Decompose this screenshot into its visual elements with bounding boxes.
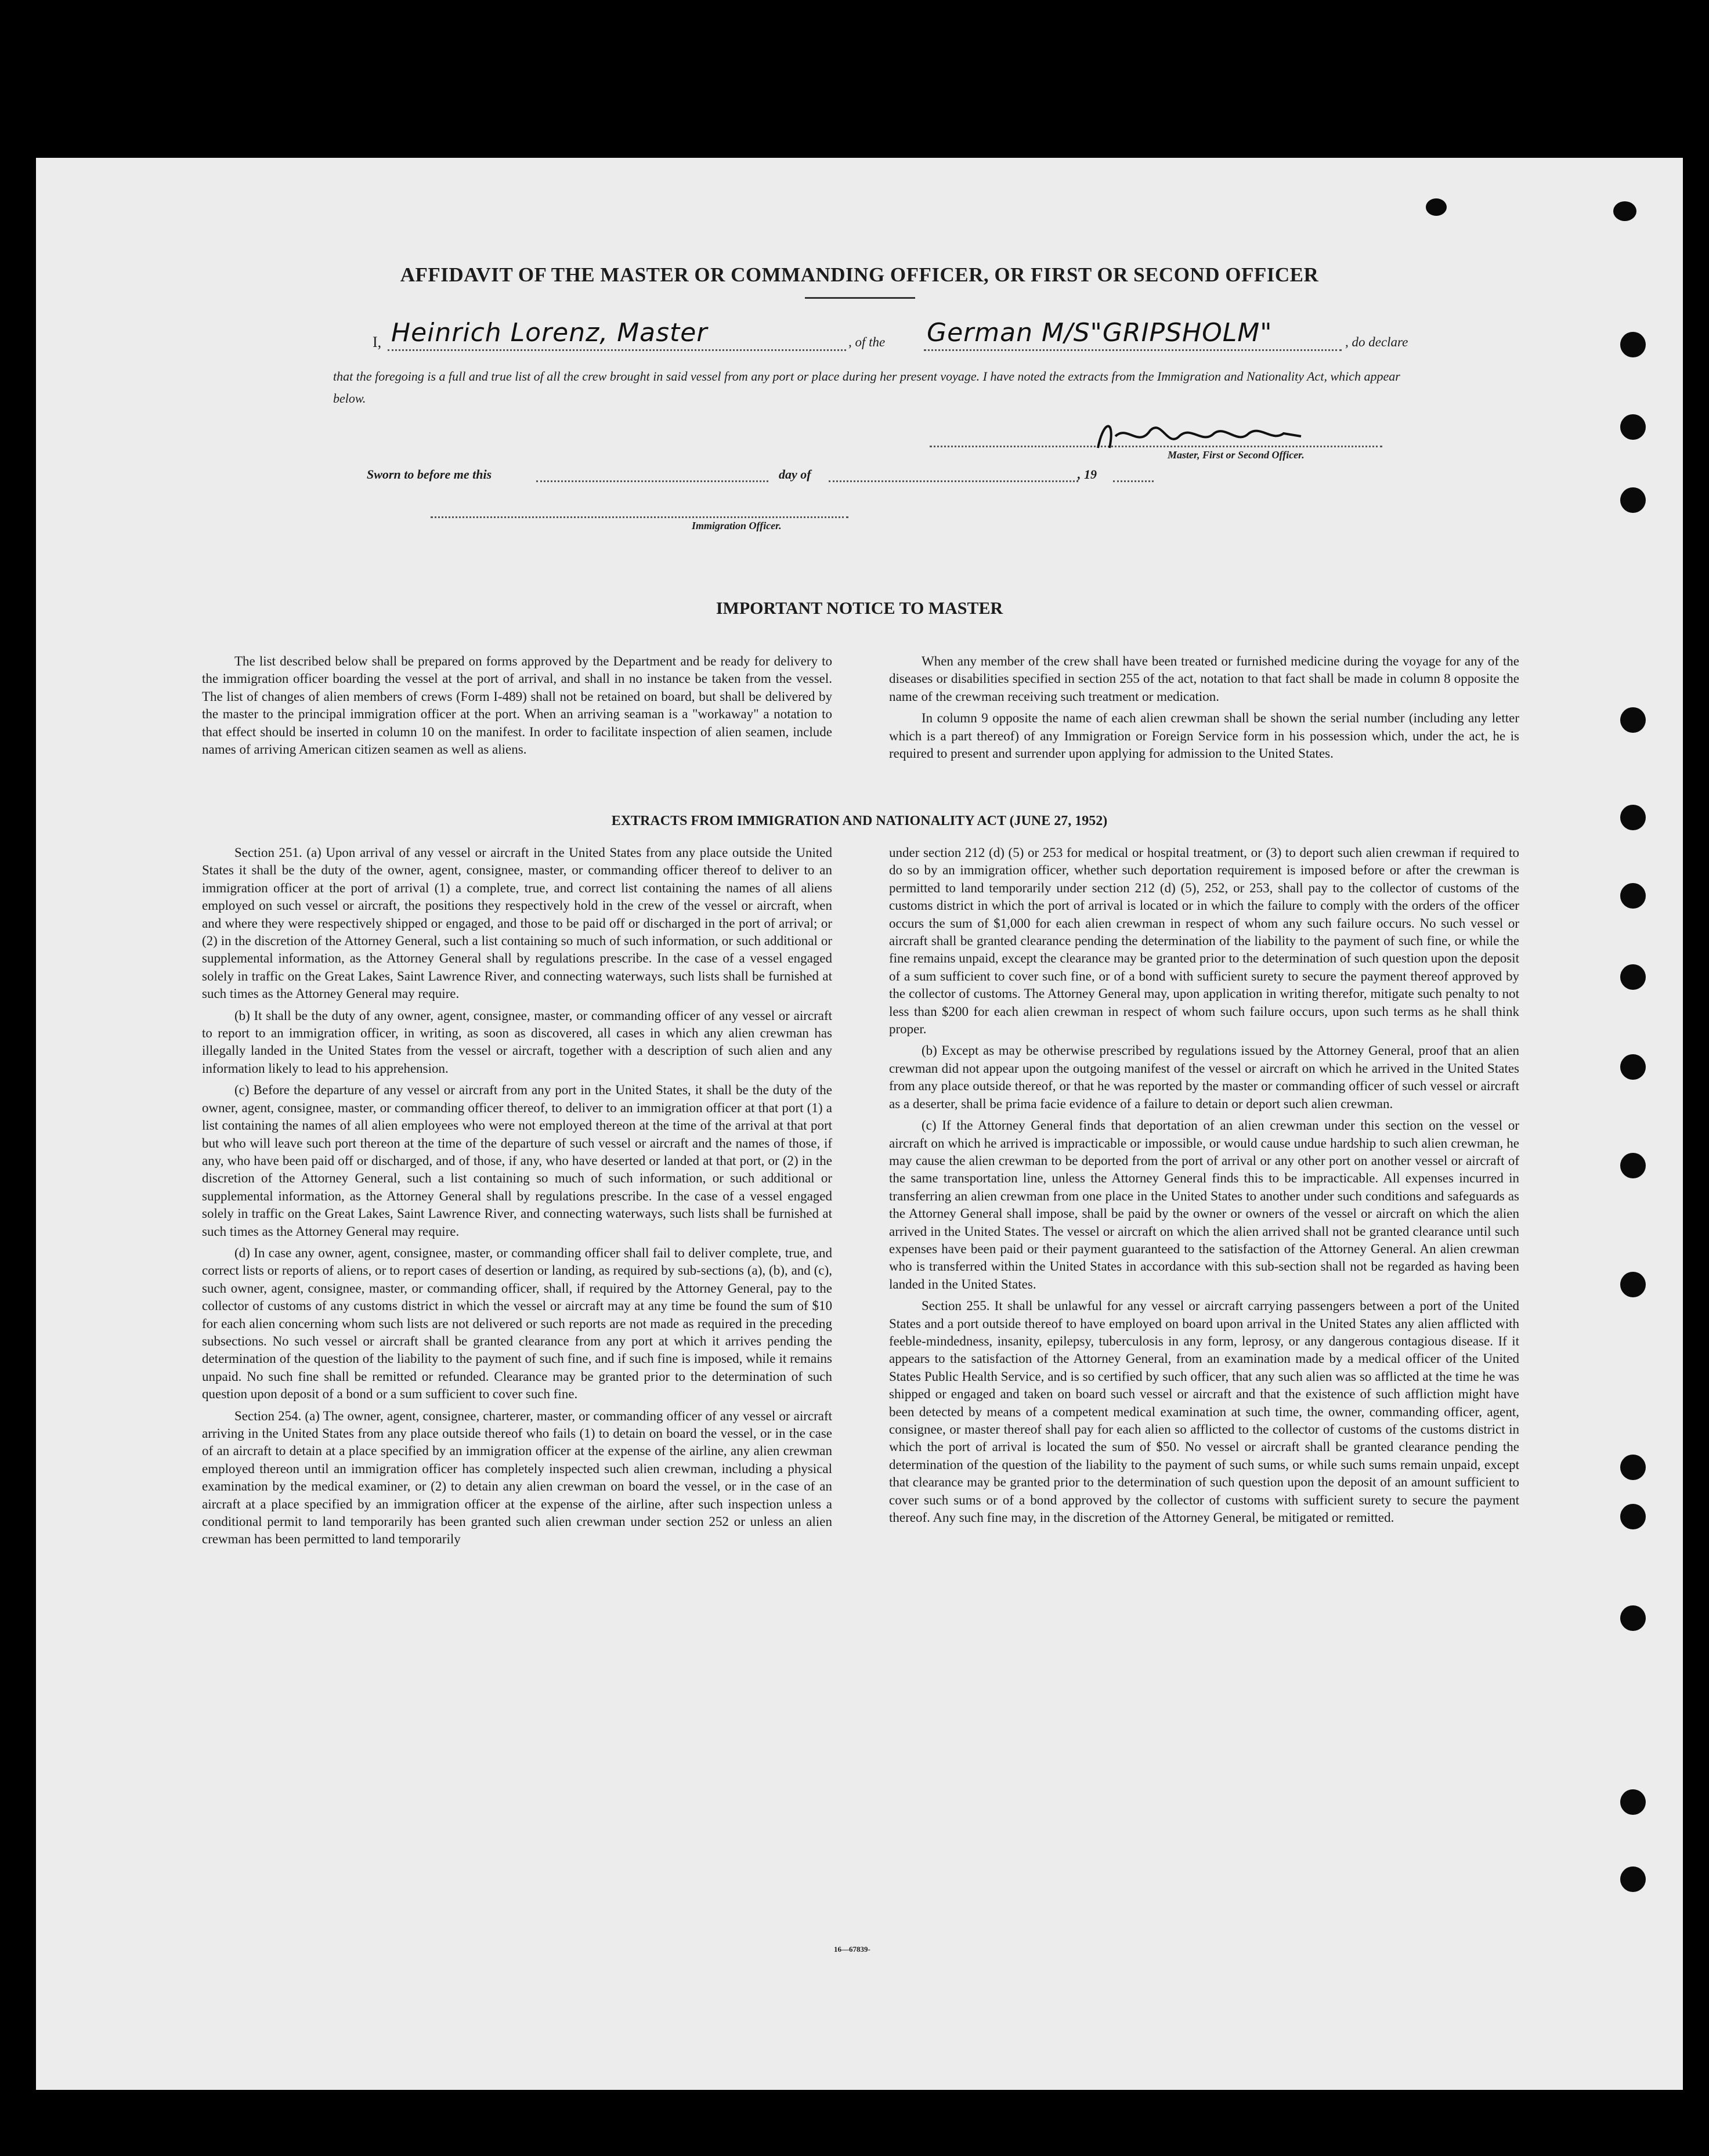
punch-hole — [1620, 1153, 1646, 1178]
punch-hole — [1620, 1455, 1646, 1480]
section-251-b: (b) It shall be the duty of any owner, agent, consignee, master, or commanding officer of any vessel or aircraft to report to an immigration officer, in writing, as soon as discovered, all cases in which any alien crewman has illegally landed in the United States from the vessel or aircraft, together with a description of such alien and any information likely to lead to his apprehension. — [202, 1008, 832, 1076]
form-code: 16—67839- — [834, 1945, 870, 1954]
reverse-side-show-through — [1440, 226, 1614, 249]
punch-hole — [1620, 1605, 1646, 1631]
section-255: Section 255. It shall be unlawful for any vessel or aircraft carrying passengers between a port of the United States and a port outside thereof to have employed on board upon arrival in the United States any alien afflicted with feeble-mindedness, insanity, epilepsy, tuberculosis in any form, leprosy, or any dangerous contagious disease. If it appears to the satisfaction of the Attorney General, from an examination made by a medical officer of the United States Public Health Service, and is so certified by such officer, that any such alien was so afflicted at the time he was shipped or engaged and taken on board such vessel or aircraft and that the existence of such affliction might have been detected by means of a competent medical examination at such time, the owner, commanding officer, agent, consignee, or master thereof shall pay for each alien so afflicted to the collector of customs of the customs district in which the port of arrival is located the sum of $50. No vessel or aircraft shall be granted clearance pending the determination of the question of the liability to the payment of such sums, or while such sums remain unpaid, except that clearance may be granted prior to the determination of such question upon the deposit of an amount sufficient to cover such sums or of a bond approved by the collector of customs with sufficient surety to secure the payment thereof. Any such fine may, in the discretion of the Attorney General, be mitigated or remitted. — [889, 1298, 1519, 1525]
master-name: Heinrich Lorenz, Master — [391, 318, 708, 348]
extracts-right-column — [889, 844, 1519, 1531]
punch-hole — [1620, 1866, 1646, 1892]
notice-right-paragraph-1: When any member of the crew shall have been treated or furnished medicine during the voyage for any of the diseases or disabilities specified in section 255 of the act, notation to that fact shall be made in column 8 opposite the name of the crewman receiving such treatment or medication. — [889, 654, 1519, 704]
punch-hole — [1613, 201, 1636, 221]
punch-hole — [1620, 883, 1646, 909]
do-declare-label: , do declare — [1345, 335, 1408, 349]
extracts-left-column — [202, 844, 832, 1553]
punch-hole — [1620, 487, 1646, 513]
section-251-a: Section 251. (a) Upon arrival of any vessel or aircraft in the United States from any place outside the United States it shall be the duty of the owner, agent, consignee, master, or commanding officer thereof to deliver to an immigration officer at the port of arrival (1) a complete, true, and correct list containing the names of all aliens employed on such vessel or aircraft, the positions they respectively hold in the crew of the vessel or aircraft, when and where they were respectively shipped or engaged, and those to be paid off or discharged in the port of arrival; or (2) in the discretion of the Attorney General, such a list containing so much of such information, or such additional or supplemental information, as the Attorney General shall by regulations prescribe. In the case of a vessel engaged solely in traffic on the Great Lakes, Saint Lawrence River, and connecting waterways, such lists shall be furnished at such times as the Attorney General may require. — [202, 845, 832, 1001]
punch-hole — [1620, 1504, 1646, 1529]
extracts-heading: EXTRACTS FROM IMMIGRATION AND NATIONALITY ACT (JUNE 27, 1952) — [611, 813, 1108, 829]
punch-hole — [1620, 1272, 1646, 1297]
year-label: , 19 — [1078, 467, 1097, 482]
section-251-c: (c) Before the departure of any vessel or aircraft from any port in the United States, it shall be the duty of the owner, agent, consignee, master, or commanding officer thereof, to deliver to an immigration officer at that port (1) a list containing the names of all alien employees who were not employed thereon at the time of the arrival at that port but who will leave such port thereon at the time of the departure of such vessel or aircraft and the names of those, if any, who have been paid off or discharged, and of those, if any, who have deserted or landed at that port, or (2) in the discretion of the Attorney General, such a list containing so much of such information, or such additional or supplemental information, as the Attorney General shall by regulations prescribe. In the case of a vessel engaged solely in traffic on the Great Lakes, Saint Lawrence River, and connecting waterways, such lists shall be furnished at such times as the Attorney General may require. — [202, 1083, 832, 1239]
section-254-a-continued: under section 212 (d) (5) or 253 for medical or hospital treatment, or (3) to deport such alien crewman if required to do so by an immigration officer, whether such deportation requirement is imposed before or after the crewman is permitted to land temporarily under section 212 (d) (5), 252, or 253, shall pay to the collector of customs of the customs district in which the port of arrival is located or in which the failure to comply with the orders of the officer occurs the sum of $1,000 for each alien crewman in respect of whom any such failure occurs. No such vessel or aircraft shall be granted clearance pending the determination of the liability to the payment of such fine, or while the fine remains unpaid, except the clearance may be granted prior to the determination of such question upon the deposit of a sum sufficient to cover such fine, or of a bond with sufficient surety to secure the payment thereof approved by the collector of customs. The Attorney General may, upon application in writing therefor, mitigate such penalty to not less than $200 for each alien crewman in respect of whom such failure occurs, upon such terms as he shall think proper. — [889, 845, 1519, 1037]
punch-hole — [1620, 414, 1646, 440]
vessel-name-line — [924, 349, 1342, 351]
vessel-name: German M/S"GRIPSHOLM" — [927, 318, 1273, 348]
notice-left-paragraph: The list described below shall be prepared on forms approved by the Department and be ready for delivery to the immigration officer boarding the vessel at the port of arrival, and shall in no instance be taken from the vessel. The list of changes of alien members of crews (Form I-489) shall not be retained on board, but shall be delivered by the master to the principal immigration officer at the port. When an arriving seaman is a "workaway" a notation to that effect should be inserted in column 10 on the manifest. In order to facilitate inspection of alien seamen, include names of arriving American citizen seamen as well as aliens. — [202, 654, 832, 757]
master-name-line — [388, 349, 846, 351]
notice-right-column — [889, 653, 1519, 766]
certification-text: that the foregoing is a full and true list of all the crew brought in said vessel from any port or place during her present voyage. I have noted the extracts from the Immigration and Nationality Act, which appear below. — [333, 369, 1400, 406]
punch-hole — [1620, 805, 1646, 830]
immigration-officer-line — [431, 516, 848, 518]
section-254-c: (c) If the Attorney General finds that deportation of an alien crewman under this section on the vessel or aircraft on which he arrived is impracticable or impossible, or would cause undue hardship to such alien crewman, he may cause the alien crewman to be deported from the port of arrival or any other port on another vessel or aircraft of the same transportation line, unless the Attorney General finds this to be impracticable. All expenses incurred in transferring an alien crewman from one place in the United States to another under such conditions and safeguards as the Attorney General shall impose, shall be paid by the owner or owners of the vessel or aircraft on which the alien arrived in the United States. The vessel or aircraft on which the alien arrived shall not be granted clearance until such expenses have been paid or their payment guaranteed to the satisfaction of the Attorney General. An alien crewman who is transferred within the United States in accordance with this sub-section shall not be regarded as having been landed in the United States. — [889, 1118, 1519, 1292]
punch-hole — [1426, 198, 1447, 216]
punch-hole — [1620, 964, 1646, 990]
section-254-a: Section 254. (a) The owner, agent, consignee, charterer, master, or commanding officer of any vessel or aircraft arriving in the United States from any place outside thereof who fails (1) to detain on board the vessel, or in the case of an aircraft to detain at a place specified by an immigration officer at the expense of the airline, any alien crewman employed thereon until an immigration officer has completely inspected such alien crewman, including a physical examination by the medical examiner, or (2) to detain any alien crewman on board the vessel, or in the case of an aircraft at a place specified by an immigration officer at the expense of the airline, after such inspection unless a conditional permit to land temporarily has been granted such alien crewman under section 252 or unless an alien crewman has been permitted to land temporarily — [202, 1408, 832, 1547]
master-signature-label: Master, First or Second Officer. — [1168, 449, 1305, 461]
sworn-date-line — [536, 480, 768, 482]
sworn-label: Sworn to before me this — [367, 467, 492, 482]
punch-hole — [1620, 707, 1646, 733]
day-of-label: day of — [779, 467, 811, 482]
punch-hole — [1620, 332, 1646, 357]
section-251-d: (d) In case any owner, agent, consignee, master, or commanding officer shall fail to deliver complete, true, and correct lists or reports of aliens, or to report cases of desertion or landing, as required by sub-sections (a), (b), and (c), such owner, agent, consignee, master, or commanding officer, shall, if required by the Attorney General, pay to the collector of customs of any customs district in which the vessel or aircraft may at any time be found the sum of $10 for each alien concerning whom such lists are not delivered or such reports are not made as required in the preceding subsections. No such vessel or aircraft shall be granted clearance from any port at which it arrives pending the determination of the question of the liability to the payment of such fine, and if such fine is imposed, while it remains unpaid. No such fine shall be remitted or refunded. Clearance may be granted prior to the determination of such question upon deposit of a bond or a sum sufficient to cover such fine. — [202, 1245, 832, 1402]
title-rule — [805, 297, 915, 299]
section-254-b: (b) Except as may be otherwise prescribed by regulations issued by the Attorney General, proof that an alien crewman did not appear upon the outgoing manifest of the vessel or aircraft on which he arrived in the United States from any place outside thereof, or that he was reported by the master or commanding officer of such vessel or aircraft as a deserter, shall be prima facie evidence of a failure to detain or deport such alien crewman. — [889, 1043, 1519, 1111]
document-page — [36, 158, 1683, 2090]
year-line — [1113, 480, 1154, 482]
affidavit-title: AFFIDAVIT OF THE MASTER OR COMMANDING OFFICER, OR FIRST OR SECOND OFFICER — [400, 263, 1319, 286]
punch-hole — [1620, 1054, 1646, 1080]
month-line — [829, 480, 1078, 482]
notice-heading: IMPORTANT NOTICE TO MASTER — [716, 599, 1003, 618]
immigration-officer-label: Immigration Officer. — [692, 520, 782, 531]
i-label: I, — [373, 334, 382, 350]
of-the-label: , of the — [848, 335, 886, 349]
notice-right-paragraph-2: In column 9 opposite the name of each alien crewman shall be shown the serial number (including any letter which is a part thereof) of any Immigration or Foreign Service form in his possession which, under the act, he is required to present and surrender upon applying for admission to the United States. — [889, 711, 1519, 761]
notice-left-column — [202, 653, 832, 762]
punch-hole — [1620, 1789, 1646, 1815]
